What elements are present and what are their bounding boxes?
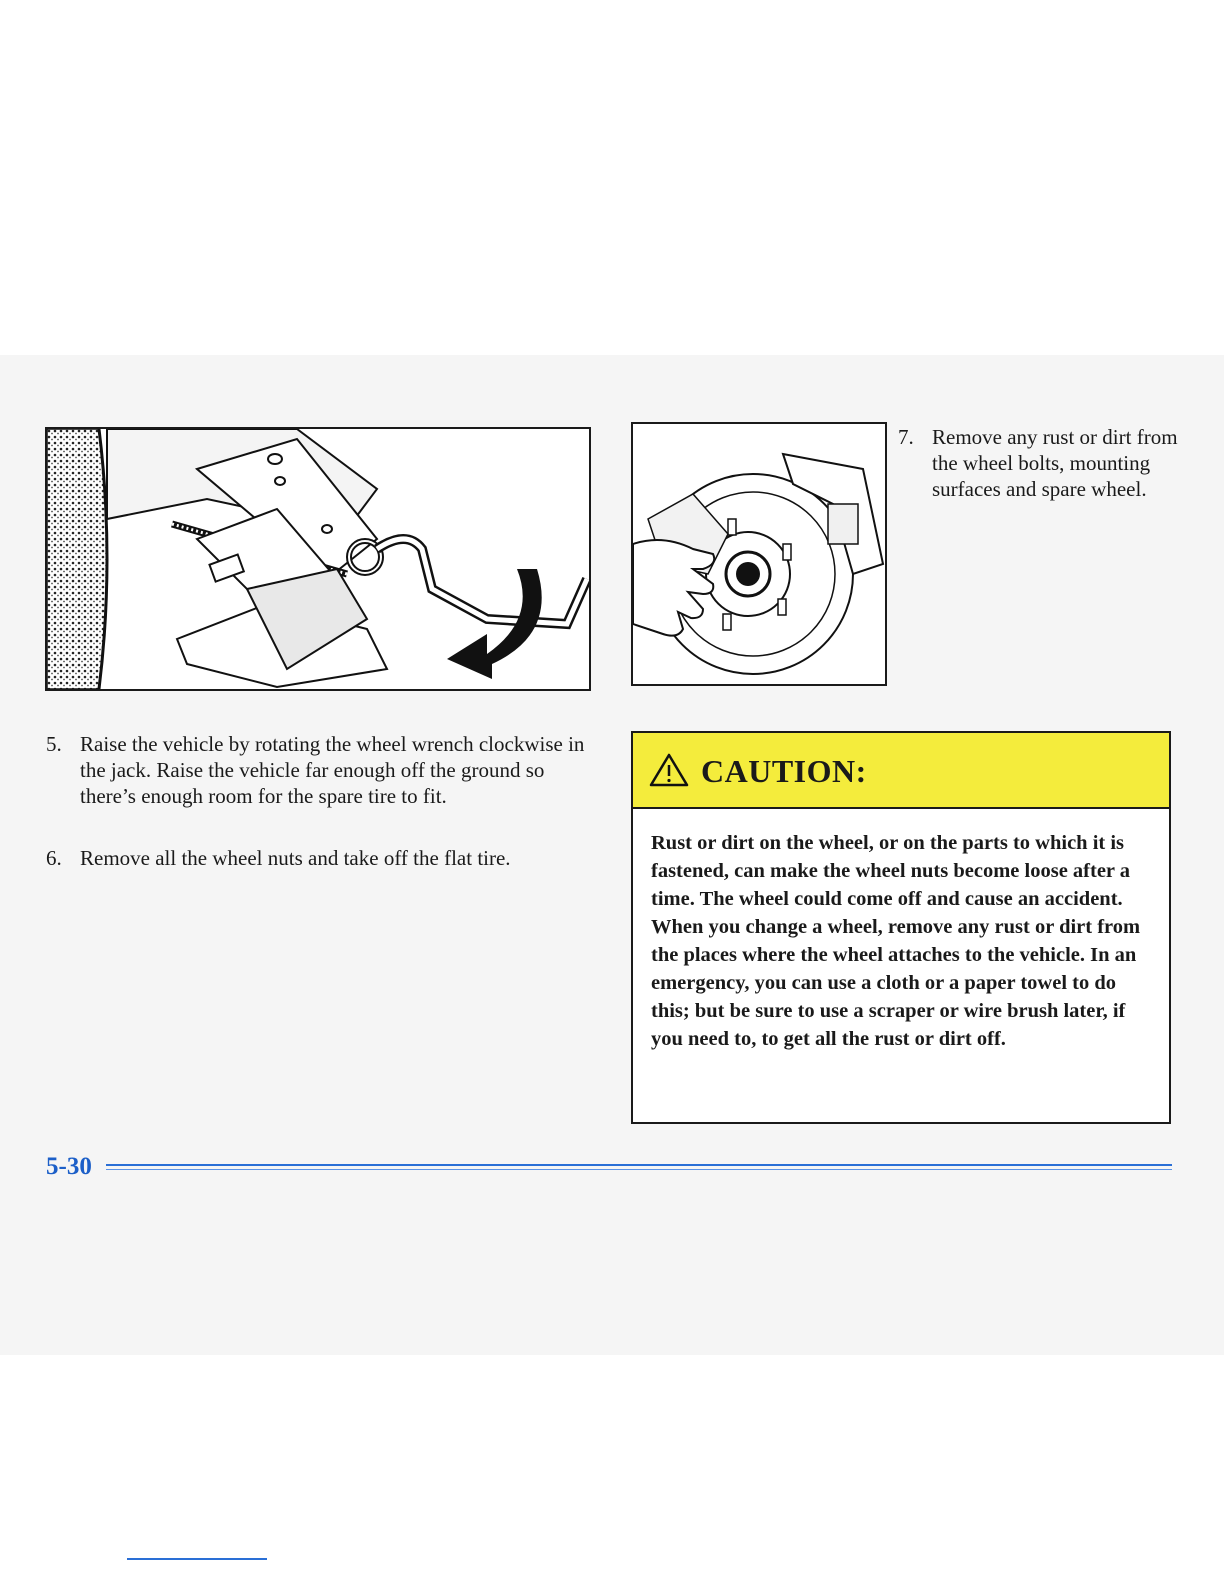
step-5 bbox=[46, 731, 586, 809]
jack-wrench-drawing bbox=[47, 429, 589, 689]
step-text: Remove all the wheel nuts and take off the flat tire. bbox=[80, 846, 511, 870]
step-number: 7. bbox=[898, 425, 914, 449]
jack-wrench-illustration bbox=[45, 427, 591, 691]
caution-header bbox=[633, 733, 1169, 809]
caution-box bbox=[631, 731, 1171, 1124]
step-text: Remove any rust or dirt from the wheel bolts, mounting surfaces and spare wheel. bbox=[932, 425, 1178, 501]
step-number: 5. bbox=[46, 732, 62, 756]
page-number: 5-30 bbox=[46, 1153, 92, 1180]
step-text: Raise the vehicle by rotating the wheel wrench clockwise in the jack. Raise the vehicle far enough off the ground so there’s enough room for the spare tire to fit. bbox=[80, 732, 585, 808]
step-6 bbox=[46, 845, 586, 871]
wheel-hub-cleaning-illustration bbox=[631, 422, 887, 686]
warning-triangle-icon bbox=[649, 753, 689, 787]
bottom-rule bbox=[127, 1558, 267, 1560]
caution-text: Rust or dirt on the wheel, or on the parts to which it is fastened, can make the wheel nuts become loose after a time. The wheel could come off and cause an accident. When you change a wheel, remove any rust or dirt from the places where the wheel attaches to the vehicle. In an emergency, you can use a cloth or a paper towel to do this; but be sure to use a scraper or wire brush later, if you need to, to get all the rust or dirt off. bbox=[651, 832, 1141, 1050]
step-number: 6. bbox=[46, 846, 62, 870]
step-7 bbox=[898, 424, 1188, 502]
footer-rule bbox=[106, 1164, 1172, 1172]
caution-title: CAUTION: bbox=[701, 753, 867, 789]
wheel-hub-drawing bbox=[633, 424, 885, 684]
